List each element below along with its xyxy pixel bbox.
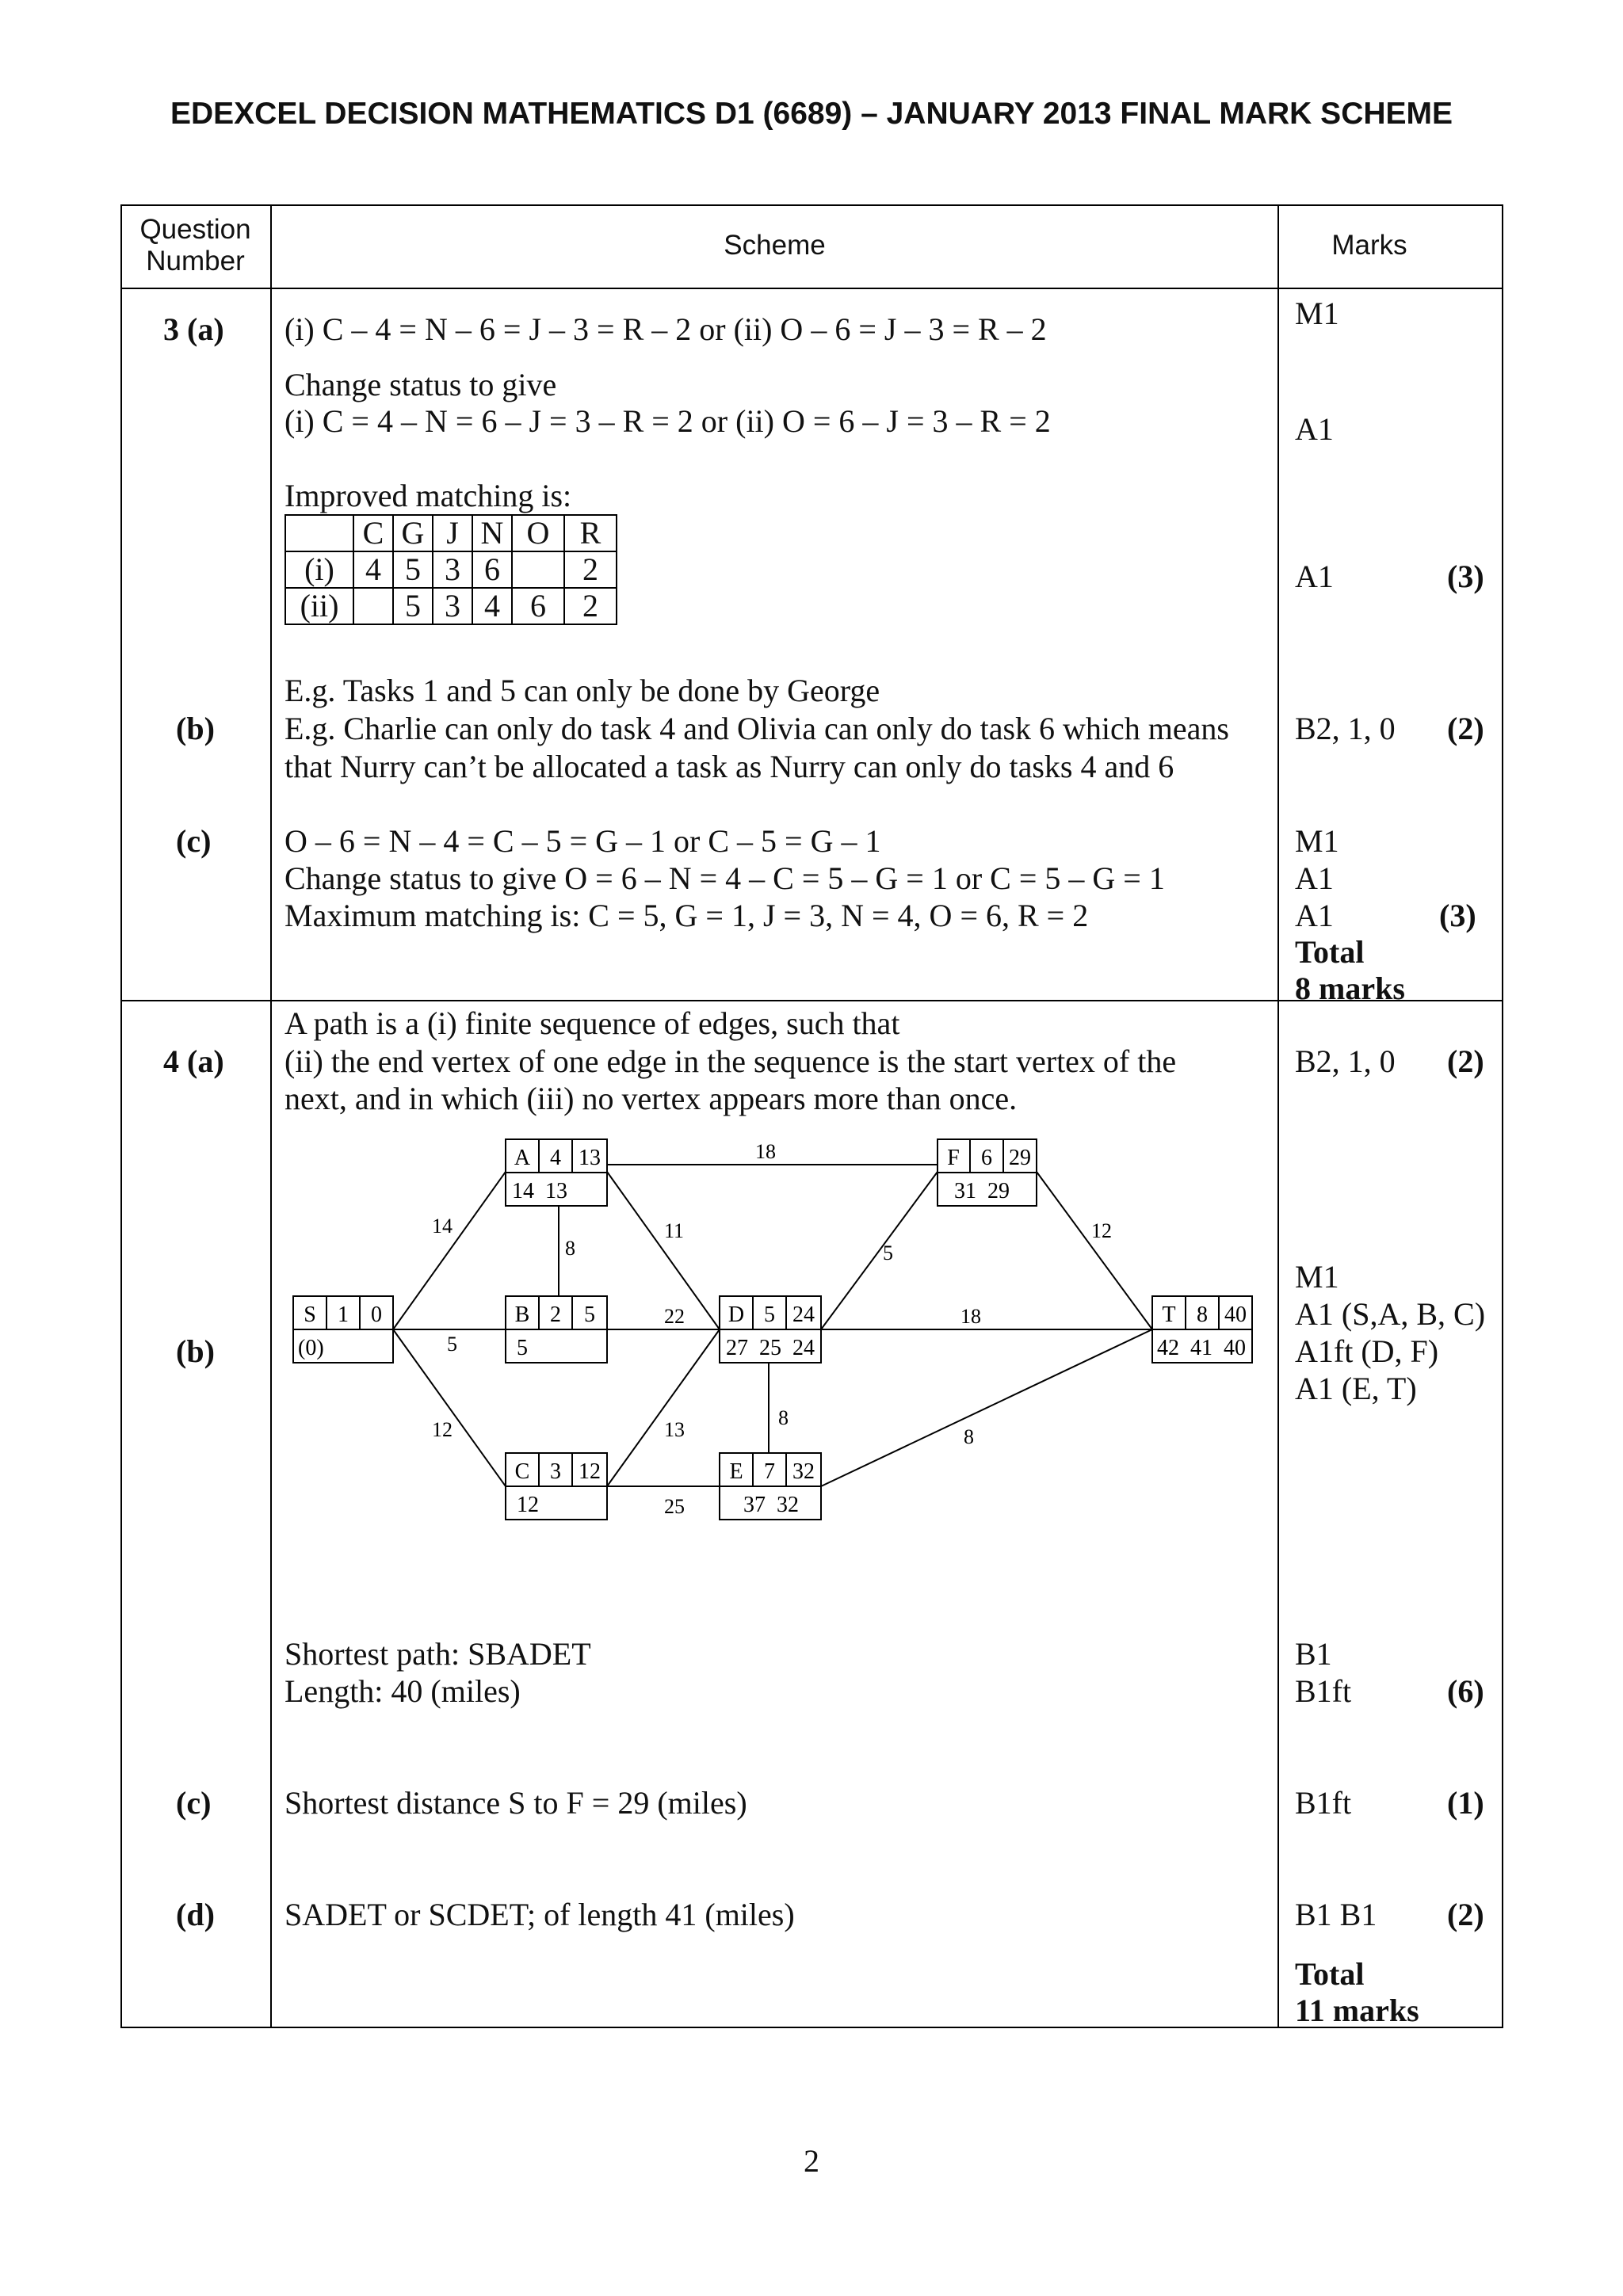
q3c-mark2: A1	[1295, 860, 1334, 896]
node-f-working: 31 29	[954, 1179, 1010, 1203]
node-f-order: 6	[981, 1146, 992, 1170]
q3c-total: (3)	[1439, 898, 1476, 933]
matching-cell: 2	[564, 551, 617, 588]
edge-sa	[393, 1172, 506, 1329]
q4a-line1: A path is a (i) finite sequence of edges, such that	[285, 1005, 900, 1041]
document-title: EDEXCEL DECISION MATHEMATICS D1 (6689) – JANUARY 2013 FINAL MARK SCHEME	[170, 97, 1453, 131]
q4-total-label: Total	[1295, 1956, 1365, 1992]
q3c-mark3: A1	[1295, 898, 1334, 933]
q4c-number: (c)	[176, 1785, 212, 1821]
node-c-label: C	[514, 1459, 530, 1484]
node-e-label: E	[729, 1459, 743, 1484]
q4a-total: (2)	[1447, 1043, 1484, 1079]
q3c-line1: O – 6 = N – 4 = C – 5 = G – 1 or C – 5 = G – 1	[285, 823, 881, 859]
edge-et	[821, 1329, 1152, 1486]
matching-cell: 4	[353, 551, 393, 588]
edge-df	[821, 1172, 938, 1329]
matching-cell: 3	[433, 588, 472, 624]
q3b-mark: B2, 1, 0	[1295, 711, 1396, 746]
header-question-line1: Question	[139, 214, 251, 245]
node-s-label: S	[304, 1302, 316, 1327]
node-d-working: 27 25 24	[726, 1336, 815, 1360]
edge-cd	[607, 1329, 720, 1486]
matching-cell: J	[433, 515, 472, 551]
node-a-order: 4	[550, 1146, 561, 1170]
q3a-line2: Change status to give	[285, 367, 557, 402]
q3b-number: (b)	[176, 711, 215, 746]
page-number: 2	[804, 2143, 819, 2179]
q3b-line1: E.g. Tasks 1 and 5 can only be done by George	[285, 673, 880, 708]
matching-cell: 5	[393, 551, 433, 588]
matching-cell: R	[564, 515, 617, 551]
header-marks: Marks	[1331, 230, 1407, 261]
node-t-order: 8	[1197, 1302, 1208, 1327]
q3c-number: (c)	[176, 823, 212, 859]
node-b-final: 5	[584, 1302, 595, 1327]
q3a-mark1: M1	[1295, 296, 1339, 331]
matching-cell: G	[393, 515, 433, 551]
node-f-label: F	[947, 1146, 960, 1170]
node-a-label: A	[514, 1146, 531, 1170]
node-t-final: 40	[1224, 1302, 1247, 1327]
weight-ab: 8	[565, 1237, 575, 1260]
node-c-order: 3	[550, 1459, 561, 1484]
node-t-working: 42 41 40	[1157, 1336, 1246, 1360]
node-s-final: 0	[371, 1302, 382, 1327]
weight-cd: 13	[664, 1418, 685, 1441]
q4b-mark6: B1ft	[1295, 1673, 1352, 1709]
node-s-working: (0)	[298, 1336, 324, 1360]
matching-cell: (i)	[285, 551, 353, 588]
q4b-mark2: A1 (S,A, B, C)	[1295, 1296, 1486, 1332]
node-d-final: 24	[792, 1302, 815, 1327]
weight-df: 5	[883, 1241, 893, 1264]
q4b-mark1: M1	[1295, 1259, 1339, 1295]
q3a-mark2: A1	[1295, 411, 1334, 447]
q4a-line2: (ii) the end vertex of one edge in the sequence is the start vertex of the	[285, 1043, 1177, 1079]
q3a-line1: (i) C – 4 = N – 6 = J – 3 = R – 2 or (ii) O – 6 = J – 3 = R – 2	[285, 311, 1047, 347]
weight-ce: 25	[664, 1495, 685, 1518]
q4c-total: (1)	[1447, 1785, 1484, 1821]
weight-ft: 12	[1091, 1219, 1112, 1242]
q4d-number: (d)	[176, 1897, 215, 1932]
q3a-line4: Improved matching is:	[285, 478, 572, 513]
node-c-final: 12	[579, 1459, 601, 1484]
weight-et: 8	[964, 1425, 974, 1448]
q3-total-label: Total	[1295, 934, 1365, 970]
weight-dt: 18	[960, 1305, 981, 1328]
q3b-line3: that Nurry can’t be allocated a task as Nurry can only do tasks 4 and 6	[285, 749, 1174, 784]
q4a-line3: next, and in which (iii) no vertex appears more than once.	[285, 1081, 1018, 1116]
q3-total-marks: 8 marks	[1295, 971, 1405, 1006]
node-b-order: 2	[550, 1302, 561, 1327]
q4a-number: 4 (a)	[163, 1043, 224, 1079]
q4a-mark: B2, 1, 0	[1295, 1043, 1396, 1079]
weight-sb: 5	[447, 1333, 457, 1356]
q4-total-marks: 11 marks	[1295, 1993, 1419, 2028]
matching-cell: 4	[472, 588, 512, 624]
node-e-working: 37 32	[743, 1493, 799, 1517]
q4b-mark5: B1	[1295, 1636, 1332, 1672]
matching-cell: O	[512, 515, 564, 551]
weight-sa: 14	[432, 1215, 453, 1238]
q4c-line1: Shortest distance S to F = 29 (miles)	[285, 1785, 747, 1821]
q3c-line3: Maximum matching is: C = 5, G = 1, J = 3, N = 4, O = 6, R = 2	[285, 898, 1089, 933]
weight-sc: 12	[432, 1418, 453, 1441]
node-t-label: T	[1162, 1302, 1176, 1327]
q4b-line1: Shortest path: SBADET	[285, 1636, 591, 1672]
q4d-total: (2)	[1447, 1897, 1484, 1932]
q3b-line2: E.g. Charlie can only do task 4 and Olivia can only do task 6 which means	[285, 711, 1229, 746]
q3a-line3: (i) C = 4 – N = 6 – J = 3 – R = 2 or (ii) O = 6 – J = 3 – R = 2	[285, 403, 1051, 439]
node-a-final: 13	[579, 1146, 601, 1170]
q3b-total: (2)	[1447, 711, 1484, 746]
node-d-order: 5	[764, 1302, 775, 1327]
q3a-total: (3)	[1447, 559, 1484, 594]
q4b-line2: Length: 40 (miles)	[285, 1673, 521, 1709]
edge-ad	[607, 1172, 720, 1329]
q4b-number: (b)	[176, 1333, 215, 1369]
q3c-line2: Change status to give O = 6 – N = 4 – C = 5 – G = 1 or C = 5 – G = 1	[285, 860, 1165, 896]
header-scheme: Scheme	[724, 230, 826, 261]
matching-cell: 6	[472, 551, 512, 588]
node-c-working: 12	[517, 1493, 539, 1517]
q3a-number: 3 (a)	[163, 311, 224, 347]
q3a-mark3: A1	[1295, 559, 1334, 594]
q4b-mark3: A1ft (D, F)	[1295, 1333, 1439, 1369]
node-s-order: 1	[338, 1302, 349, 1327]
q4d-line1: SADET or SCDET; of length 41 (miles)	[285, 1897, 795, 1932]
weight-bd: 22	[664, 1305, 685, 1328]
node-e-final: 32	[792, 1459, 815, 1484]
header-question-line2: Number	[146, 246, 245, 277]
node-d-label: D	[727, 1302, 745, 1327]
weight-ad: 11	[664, 1219, 685, 1242]
node-e-order: 7	[764, 1459, 775, 1484]
matching-cell: (ii)	[285, 588, 353, 624]
weight-af: 18	[755, 1140, 776, 1163]
q4b-mark4: A1 (E, T)	[1295, 1371, 1417, 1406]
matching-cell: 5	[393, 588, 433, 624]
q4c-mark: B1ft	[1295, 1785, 1352, 1821]
node-b-label: B	[514, 1302, 530, 1327]
matching-cell: 3	[433, 551, 472, 588]
q3c-mark1: M1	[1295, 823, 1339, 859]
node-f-final: 29	[1009, 1146, 1031, 1170]
matching-cell: 6	[512, 588, 564, 624]
node-b-working: 5	[517, 1336, 528, 1360]
matching-cell: 2	[564, 588, 617, 624]
edge-ft	[1037, 1172, 1152, 1329]
q4b-total: (6)	[1447, 1673, 1484, 1709]
matching-cell: C	[353, 515, 393, 551]
node-a-working: 14 13	[512, 1179, 567, 1203]
matching-cell: N	[472, 515, 512, 551]
q4d-mark: B1 B1	[1295, 1897, 1377, 1932]
weight-de: 8	[778, 1406, 789, 1429]
